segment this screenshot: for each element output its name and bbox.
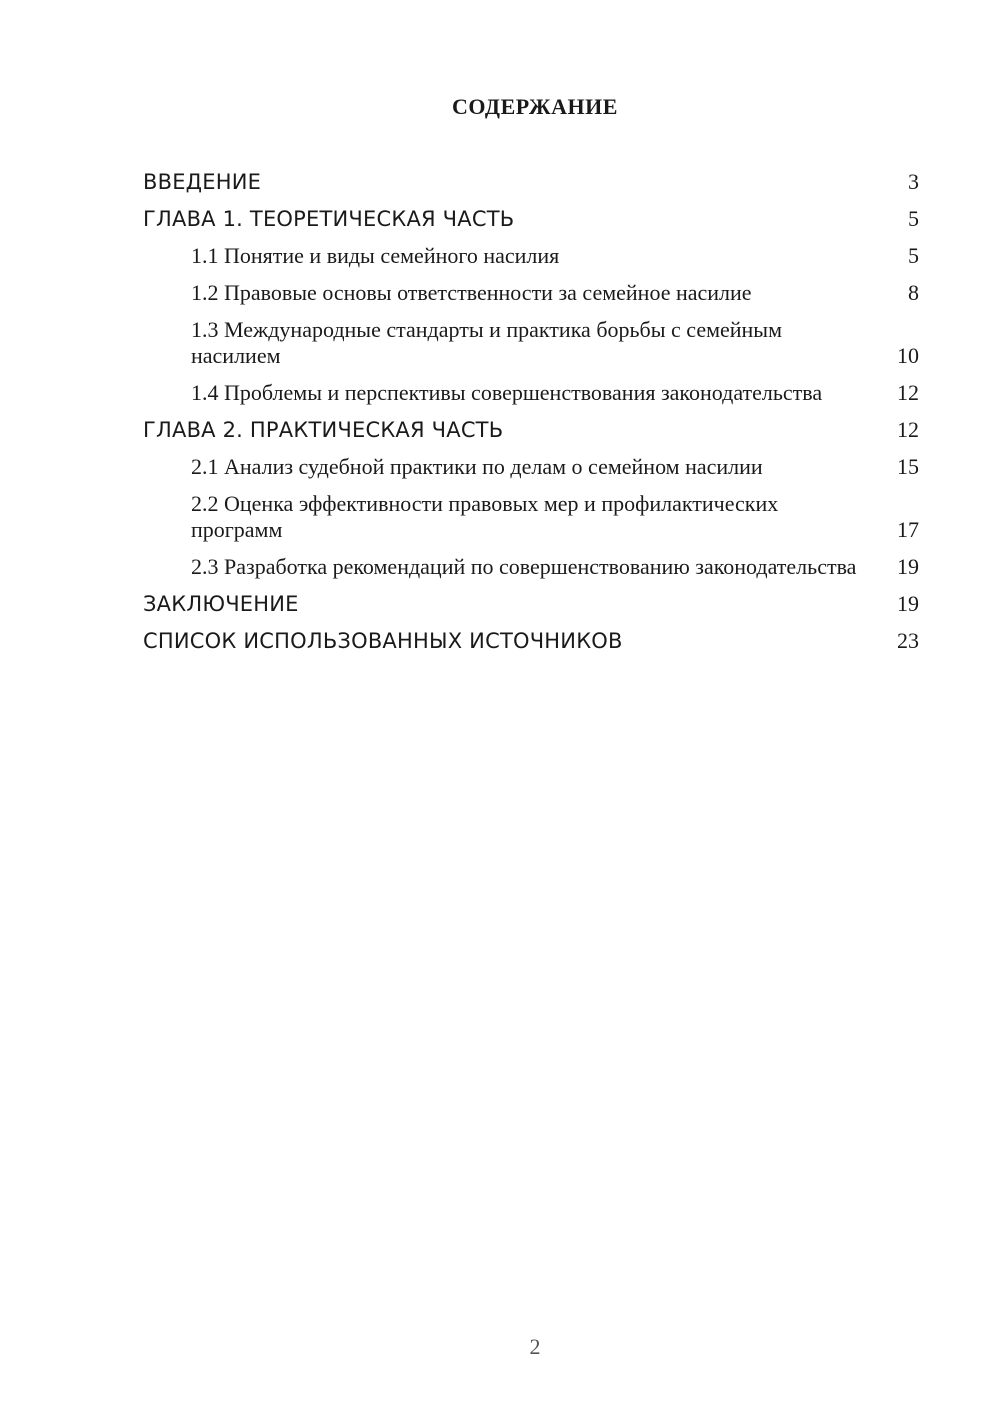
toc-entry-label: ГЛАВА 1. ТЕОРЕТИЧЕСКАЯ ЧАСТЬ (143, 207, 515, 231)
toc-entry-section-2-3[interactable] (143, 554, 919, 580)
toc-entry-label: 2.3 Разработка рекомендаций по совершенствованию законодательства (191, 554, 857, 579)
toc-entry-label: СПИСОК ИСПОЛЬЗОВАННЫХ ИСТОЧНИКОВ (143, 629, 623, 653)
toc-entry-label: ГЛАВА 2. ПРАКТИЧЕСКАЯ ЧАСТЬ (143, 418, 504, 442)
toc-entry-chapter-1[interactable] (143, 206, 919, 232)
toc-entry-section-1-4[interactable] (143, 380, 919, 406)
toc-entry-label: ЗАКЛЮЧЕНИЕ (143, 592, 299, 616)
toc-entry-section-1-3[interactable] (143, 317, 919, 369)
toc-entry-label: 2.2 Оценка эффективности правовых мер и профилактических программ (191, 491, 779, 542)
toc-entry-page: 5 (908, 206, 919, 231)
table-of-contents (143, 169, 919, 665)
toc-entry-page: 8 (908, 280, 919, 305)
toc-entry-page: 15 (897, 454, 919, 479)
toc-entry-label: 1.2 Правовые основы ответственности за семейное насилие (191, 280, 752, 305)
toc-entry-references[interactable] (143, 628, 919, 654)
toc-entry-label: ВВЕДЕНИЕ (143, 170, 262, 194)
page-number: 2 (529, 1334, 541, 1359)
toc-entry-page: 5 (908, 243, 919, 268)
toc-entry-section-1-1[interactable] (143, 243, 919, 269)
toc-entry-page: 12 (897, 417, 919, 442)
toc-entry-label: 2.1 Анализ судебной практики по делам о семейном насилии (191, 454, 763, 479)
toc-entry-page: 23 (897, 628, 919, 653)
toc-entry-page: 19 (897, 554, 919, 579)
toc-entry-section-1-2[interactable] (143, 280, 919, 306)
toc-entry-page: 19 (897, 591, 919, 616)
toc-entry-section-2-2[interactable] (143, 491, 919, 543)
toc-entry-page: 17 (897, 517, 919, 542)
toc-entry-section-2-1[interactable] (143, 454, 919, 480)
toc-entry-label: 1.3 Международные стандарты и практика борьбы с семейным насилием (191, 317, 783, 368)
toc-entry-label: 1.4 Проблемы и перспективы совершенствования законодательства (191, 380, 823, 405)
toc-entry-label: 1.1 Понятие и виды семейного насилия (191, 243, 560, 268)
toc-entry-page: 12 (897, 380, 919, 405)
toc-entry-page: 10 (897, 343, 919, 368)
toc-entry-introduction[interactable] (143, 169, 919, 195)
toc-entry-conclusion[interactable] (143, 591, 919, 617)
toc-entry-chapter-2[interactable] (143, 417, 919, 443)
page-title: СОДЕРЖАНИЕ (452, 94, 618, 119)
toc-entry-page: 3 (908, 169, 919, 194)
